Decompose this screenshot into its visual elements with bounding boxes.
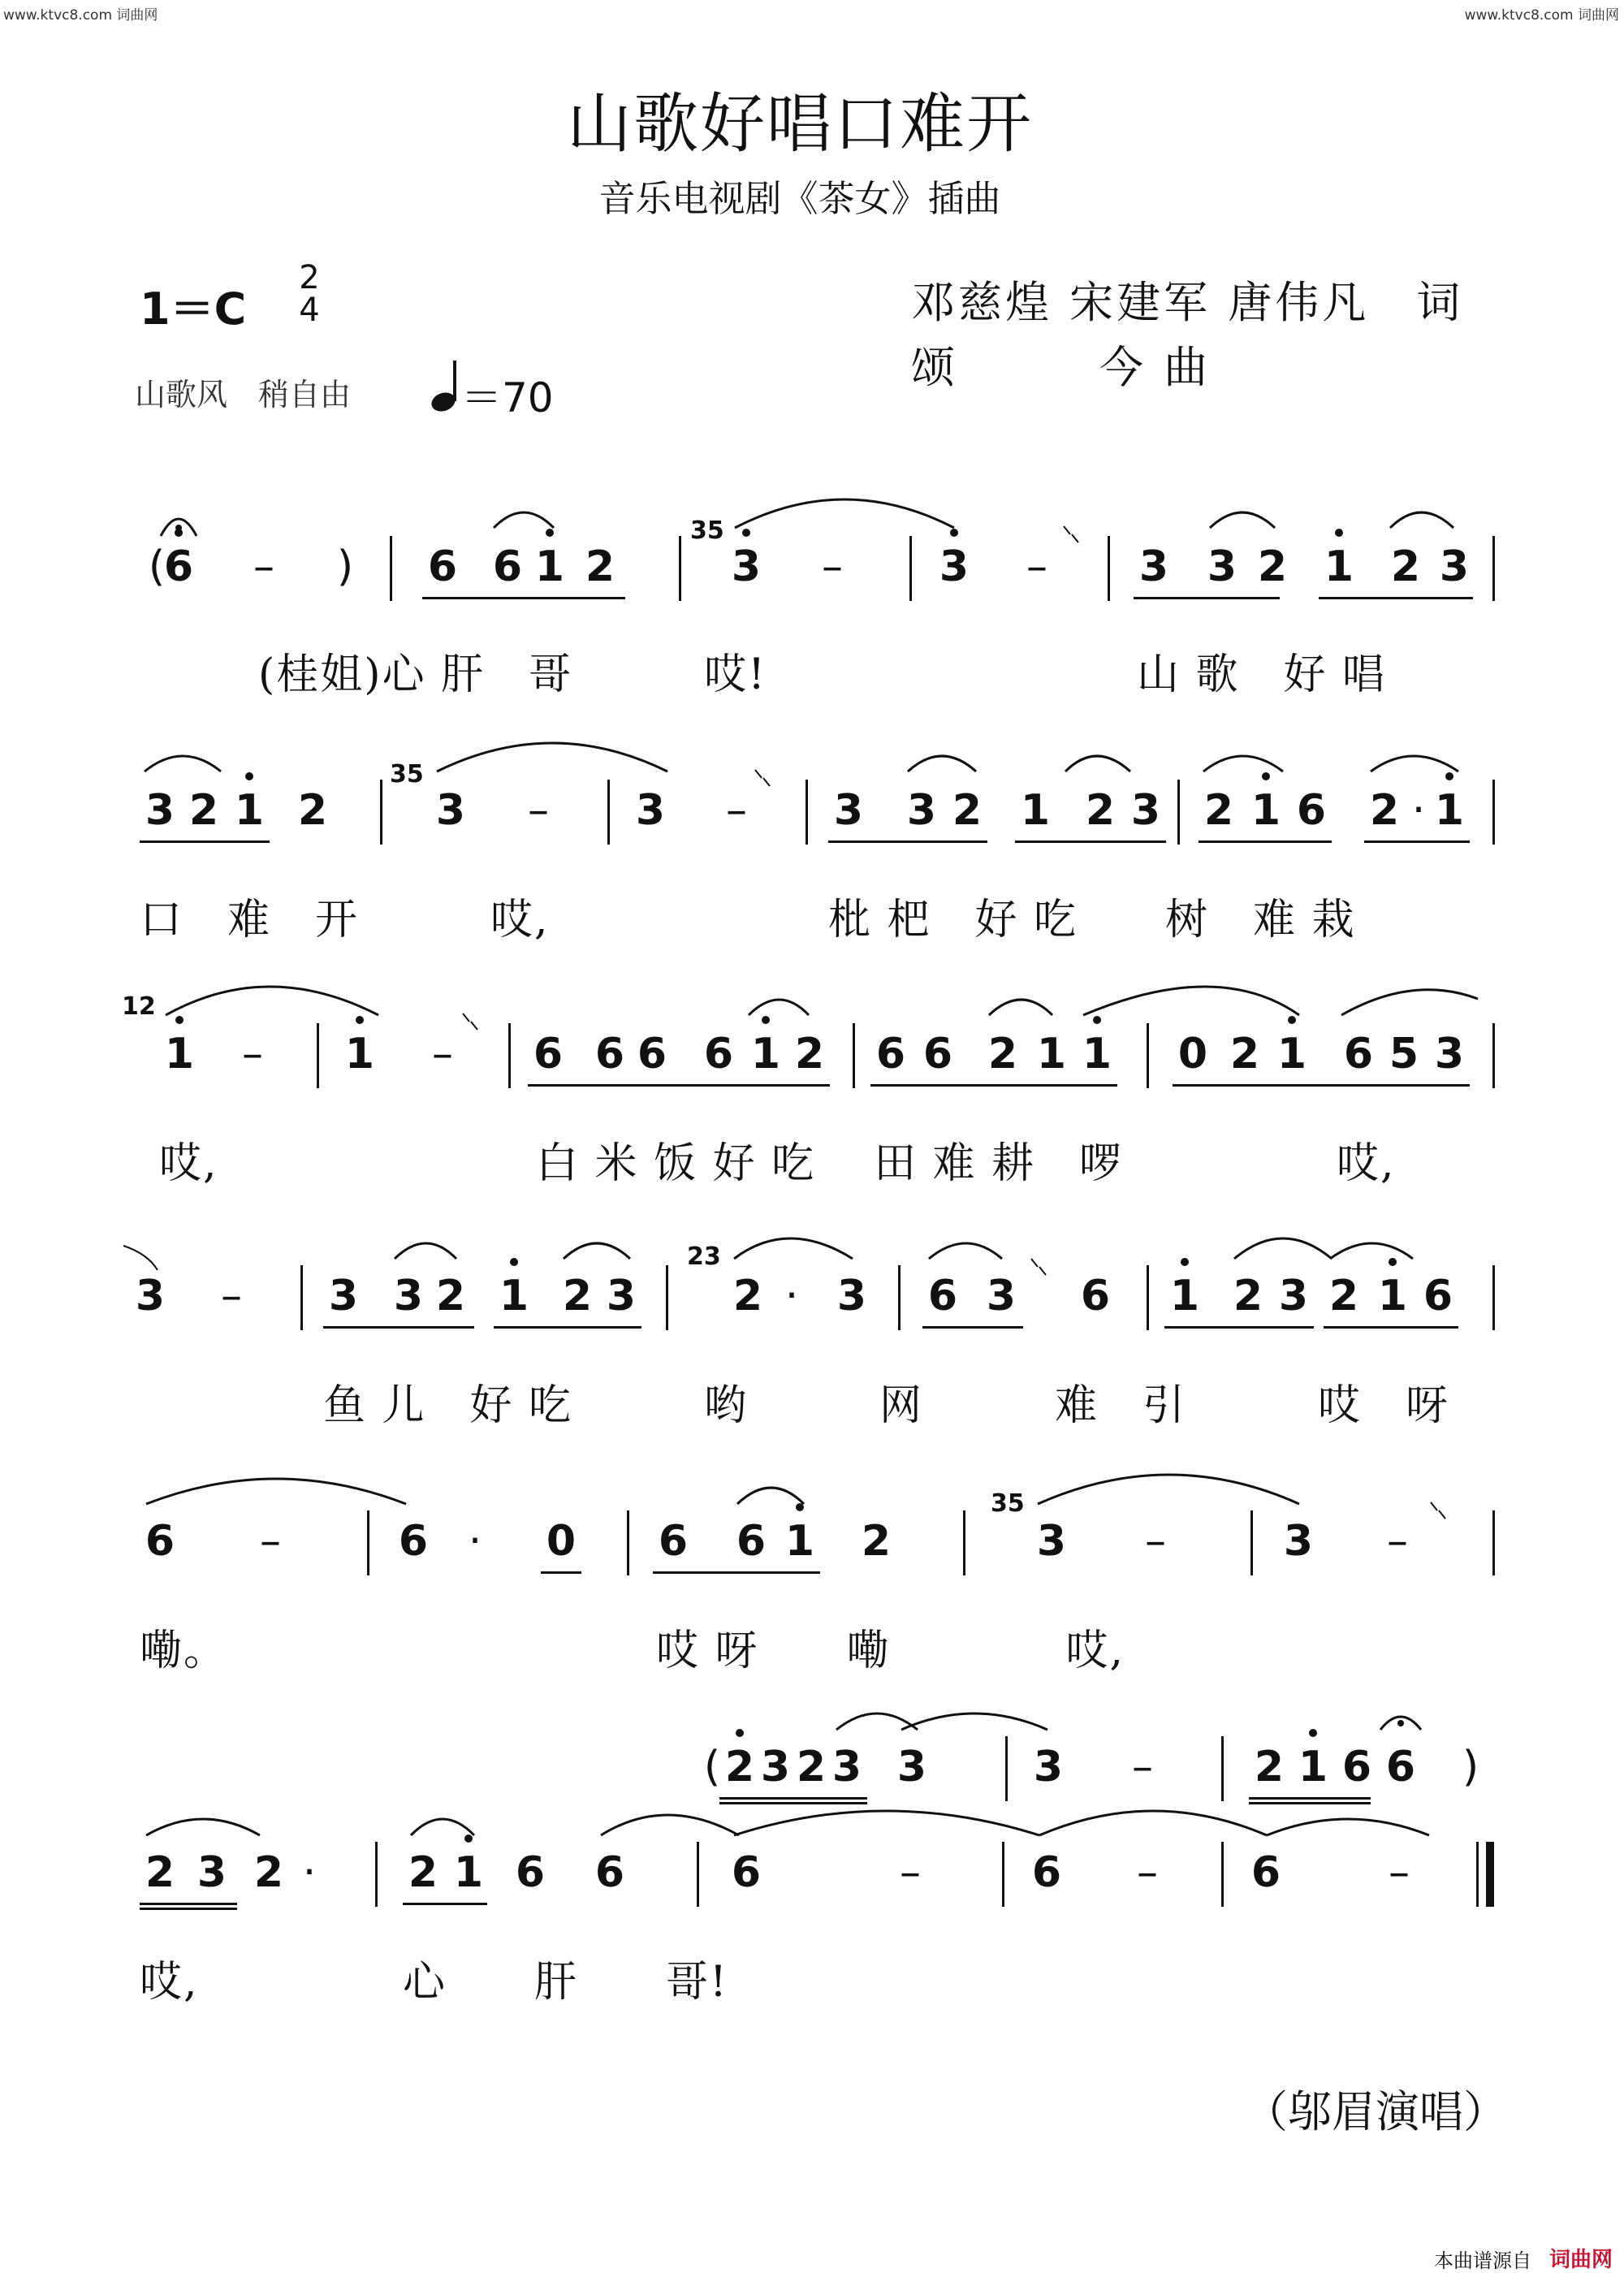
note: 3: [1138, 542, 1169, 591]
lyric-line: 口 难 开 哎,: [140, 896, 550, 944]
slur-arc: [146, 1479, 406, 1504]
note: 3: [833, 786, 864, 835]
breath-mark: [1031, 1259, 1046, 1275]
note: 2: [188, 786, 219, 835]
slur-arc: [749, 1000, 809, 1015]
performer-credit: （邬眉演唱）: [1244, 2086, 1507, 2137]
note: 2: [1085, 786, 1116, 835]
note: 6: [398, 1517, 429, 1566]
octave-dot: [546, 529, 554, 537]
note: 6: [731, 1848, 762, 1897]
note: 3: [836, 1272, 867, 1320]
dot: ·: [784, 1272, 799, 1320]
note: 6: [492, 542, 523, 591]
note: 6: [1296, 786, 1327, 835]
time-bottom: 4: [299, 292, 320, 329]
paren-open: (: [148, 542, 166, 591]
song-subtitle: 音乐电视剧《茶女》插曲: [598, 177, 1001, 220]
dash: –: [1026, 542, 1047, 591]
note: 3: [1278, 1272, 1309, 1320]
note: 3: [135, 1272, 166, 1320]
octave-dot: [742, 529, 750, 537]
footer-site-logo: 词曲网: [1549, 2248, 1613, 2272]
slurs: [145, 499, 1478, 1835]
note: 3: [1439, 542, 1470, 591]
note: 6: [922, 1030, 953, 1078]
note: 1: [1434, 786, 1465, 835]
note: 2: [1233, 1272, 1263, 1320]
slur-arc: [411, 1819, 474, 1835]
note: 3: [896, 1743, 927, 1791]
dot: ·: [1411, 786, 1426, 835]
octave-dot: [356, 1016, 364, 1024]
note: 1: [1082, 1030, 1112, 1078]
dash: –: [221, 1272, 242, 1320]
slur-arc: [1038, 1475, 1299, 1504]
note: 3: [393, 1272, 424, 1320]
slur-arc: [1039, 1811, 1267, 1835]
paren-close: ): [1462, 1743, 1479, 1791]
time-top: 2: [299, 259, 320, 296]
note: 2: [562, 1272, 593, 1320]
slur-arc: [166, 987, 378, 1015]
note: 1: [164, 1030, 195, 1078]
octave-dot: [175, 1016, 184, 1024]
note: 3: [635, 786, 666, 835]
note: 3: [1036, 1517, 1067, 1566]
lyric-line: 田 难 耕 啰: [874, 1139, 1124, 1188]
lyric-line: 枇 杷 好 吃 树 难 栽: [828, 896, 1356, 944]
slur-arc: [494, 512, 554, 528]
note: 2: [987, 1030, 1018, 1078]
note: 2: [585, 542, 615, 591]
watermark-left: www.ktvc8.com 词曲网: [3, 7, 158, 24]
note: 2: [861, 1517, 892, 1566]
slur-arc: [1267, 1819, 1429, 1835]
note: 2: [1328, 1272, 1359, 1320]
note: 6: [1343, 1030, 1374, 1078]
breath-marks: [123, 526, 1445, 1519]
lyric-line: 嘞。: [140, 1627, 228, 1675]
note: 6: [163, 542, 194, 591]
fermata-dot: [1397, 1720, 1404, 1726]
lyric-line: 山 歌 好 唱: [1137, 650, 1387, 699]
note: 1: [1036, 1030, 1067, 1078]
dash: –: [432, 1030, 453, 1078]
note: 3: [1207, 542, 1237, 591]
lyricist-credit: 邓慈煌 宋建军 唐伟凡 词: [911, 277, 1464, 328]
dot: ·: [302, 1848, 317, 1897]
lyric-line: 哎,: [159, 1139, 218, 1188]
note: 2: [408, 1848, 438, 1897]
note: 1: [1377, 1272, 1408, 1320]
dot: ·: [468, 1517, 482, 1566]
note: 2: [145, 1848, 175, 1897]
slur-arc: [564, 1243, 630, 1259]
note: 6: [875, 1030, 906, 1078]
note: 3: [906, 786, 937, 835]
note: 3: [1434, 1030, 1465, 1078]
slur-arc: [1065, 756, 1130, 771]
note: 1: [344, 1030, 375, 1078]
note: 3: [986, 1272, 1017, 1320]
note: 1: [1324, 542, 1354, 591]
note: 6: [1341, 1743, 1372, 1791]
note: 3: [731, 542, 762, 591]
slur-arc: [395, 1243, 456, 1259]
note: 1: [1276, 1030, 1307, 1078]
note: 3: [328, 1272, 359, 1320]
note: 1: [1250, 786, 1281, 835]
slur-arc: [437, 743, 667, 771]
note: 1: [1169, 1272, 1200, 1320]
grace-notes: 35: [690, 516, 724, 545]
breath-mark: [1431, 1502, 1445, 1519]
note: 6: [703, 1030, 734, 1078]
note: 6: [736, 1517, 767, 1566]
slur-arc: [735, 499, 954, 528]
style-marking: 山歌风 稍自由: [135, 377, 352, 413]
note: 3: [831, 1743, 862, 1791]
note: 6: [1385, 1743, 1416, 1791]
tempo-value: ＝70: [461, 374, 554, 421]
paren-open: (: [703, 1743, 721, 1791]
dash: –: [260, 1517, 281, 1566]
note: 6: [427, 542, 458, 591]
composer-credit: 颂 今 曲: [911, 342, 1212, 393]
octave-dot: [736, 1729, 744, 1737]
slur-arc: [1341, 990, 1478, 1015]
note: 3: [197, 1848, 227, 1897]
note: 6: [145, 1517, 175, 1566]
note: 2: [1254, 1743, 1285, 1791]
note: 3: [1033, 1743, 1064, 1791]
slur-arc: [901, 1713, 1047, 1730]
note: 5: [1389, 1030, 1419, 1078]
slur-arc: [1083, 987, 1299, 1015]
note: 6: [594, 1848, 625, 1897]
slur-arc: [601, 1815, 739, 1835]
note: 3: [939, 542, 970, 591]
slur-arc: [1203, 756, 1283, 771]
grace-notes: 35: [991, 1489, 1025, 1518]
octave-dot: [1445, 772, 1453, 780]
fermata-dots: [175, 525, 1404, 1726]
dash: –: [1145, 1517, 1166, 1566]
dash: –: [253, 542, 274, 591]
note: 1: [534, 542, 565, 591]
note: 2: [724, 1743, 755, 1791]
slur-arc: [1234, 1238, 1332, 1259]
note: 1: [1020, 786, 1051, 835]
lyric-line: 哎,: [140, 1958, 199, 2007]
slur-arc: [734, 1811, 1039, 1835]
slur-arc: [908, 756, 976, 771]
note: 1: [234, 786, 265, 835]
note: 6: [1423, 1272, 1453, 1320]
lyric-line: 哎,: [1337, 1139, 1396, 1188]
octave-dot: [1309, 1729, 1317, 1737]
octave-dot: [950, 529, 958, 537]
note: 2: [1369, 786, 1400, 835]
dash: –: [726, 786, 747, 835]
grace-notes: 12: [122, 992, 156, 1021]
slur-arc: [1210, 512, 1275, 528]
lyric-line: 鱼 儿 好 吃 哟 网 难 引 哎 呀: [323, 1381, 1450, 1430]
dash: –: [1132, 1743, 1153, 1791]
lyric-line: 哎 呀 嘞 哎,: [656, 1627, 1125, 1675]
note: 2: [794, 1030, 825, 1078]
lyric-line: 心 肝 哥!: [403, 1958, 728, 2007]
note: 2: [796, 1743, 827, 1791]
slur-arc: [1390, 512, 1453, 528]
slur-arc: [737, 1488, 804, 1504]
note: 6: [658, 1517, 689, 1566]
dash: –: [528, 786, 549, 835]
dash: –: [1389, 1848, 1410, 1897]
note: 6: [515, 1848, 546, 1897]
note: 2: [253, 1848, 284, 1897]
note: 0: [546, 1517, 577, 1566]
note: 2: [1229, 1030, 1260, 1078]
watermark-right: www.ktvc8.com 词曲网: [1464, 7, 1619, 24]
slur-arc: [1371, 756, 1458, 771]
lyric-line: (桂姐)心 肝 哥 哎!: [258, 650, 767, 699]
note: 2: [435, 1272, 466, 1320]
lyric-line: 白 米 饭 好 吃: [536, 1139, 816, 1188]
fermata-dot: [175, 525, 182, 531]
glissando-mark: [123, 1246, 158, 1270]
dash: –: [900, 1848, 921, 1897]
note: 2: [952, 786, 983, 835]
octave-dot: [1262, 772, 1270, 780]
slur-arc: [146, 1819, 260, 1835]
breath-mark: [1064, 526, 1078, 542]
note: 3: [145, 786, 175, 835]
breath-mark: [463, 1013, 477, 1030]
note: 6: [594, 1030, 625, 1078]
note: 0: [1177, 1030, 1208, 1078]
octave-dot: [1288, 1016, 1296, 1024]
note: 6: [1031, 1848, 1062, 1897]
octave-dot: [245, 772, 253, 780]
slur-arc: [734, 1238, 853, 1259]
octave-dot: [1181, 1258, 1189, 1266]
dash: –: [1137, 1848, 1158, 1897]
octave-dot: [464, 1834, 473, 1843]
note: 6: [927, 1272, 958, 1320]
octave-dot: [762, 1016, 770, 1024]
slur-arc: [1330, 1243, 1413, 1259]
key-signature: 1＝C: [140, 283, 247, 335]
song-title: 山歌好唱口难开: [567, 86, 1033, 162]
note: 6: [1250, 1848, 1281, 1897]
note: 6: [637, 1030, 667, 1078]
octave-dot: [510, 1258, 518, 1266]
note: 1: [750, 1030, 781, 1078]
dash: –: [242, 1030, 263, 1078]
note: 3: [606, 1272, 637, 1320]
note: 3: [1130, 786, 1161, 835]
note: 1: [784, 1517, 815, 1566]
note: 2: [732, 1272, 763, 1320]
octave-dot: [1093, 1016, 1101, 1024]
note: 1: [499, 1272, 529, 1320]
grace-notes: 23: [687, 1242, 721, 1271]
slur-arc: [929, 1243, 1002, 1259]
dash: –: [1387, 1517, 1408, 1566]
note: 3: [435, 786, 466, 835]
note: 3: [760, 1743, 791, 1791]
note: 3: [1283, 1517, 1314, 1566]
octave-dots: [175, 529, 1453, 1843]
paren-close: ): [336, 542, 354, 591]
grace-notes: 35: [390, 760, 424, 789]
slur-arc: [989, 1000, 1052, 1015]
note: 2: [297, 786, 328, 835]
breath-mark: [755, 770, 770, 786]
octave-dot: [1335, 529, 1343, 537]
note: 6: [1080, 1272, 1111, 1320]
note: 2: [1390, 542, 1421, 591]
note: 2: [1203, 786, 1234, 835]
octave-dot: [1389, 1258, 1397, 1266]
footer-source: 本曲谱源自: [1434, 2249, 1531, 2272]
note: 2: [1257, 542, 1288, 591]
slur-arc: [145, 756, 221, 771]
note: 6: [533, 1030, 564, 1078]
note: 1: [1298, 1743, 1328, 1791]
note: 1: [453, 1848, 484, 1897]
dash: –: [822, 542, 843, 591]
